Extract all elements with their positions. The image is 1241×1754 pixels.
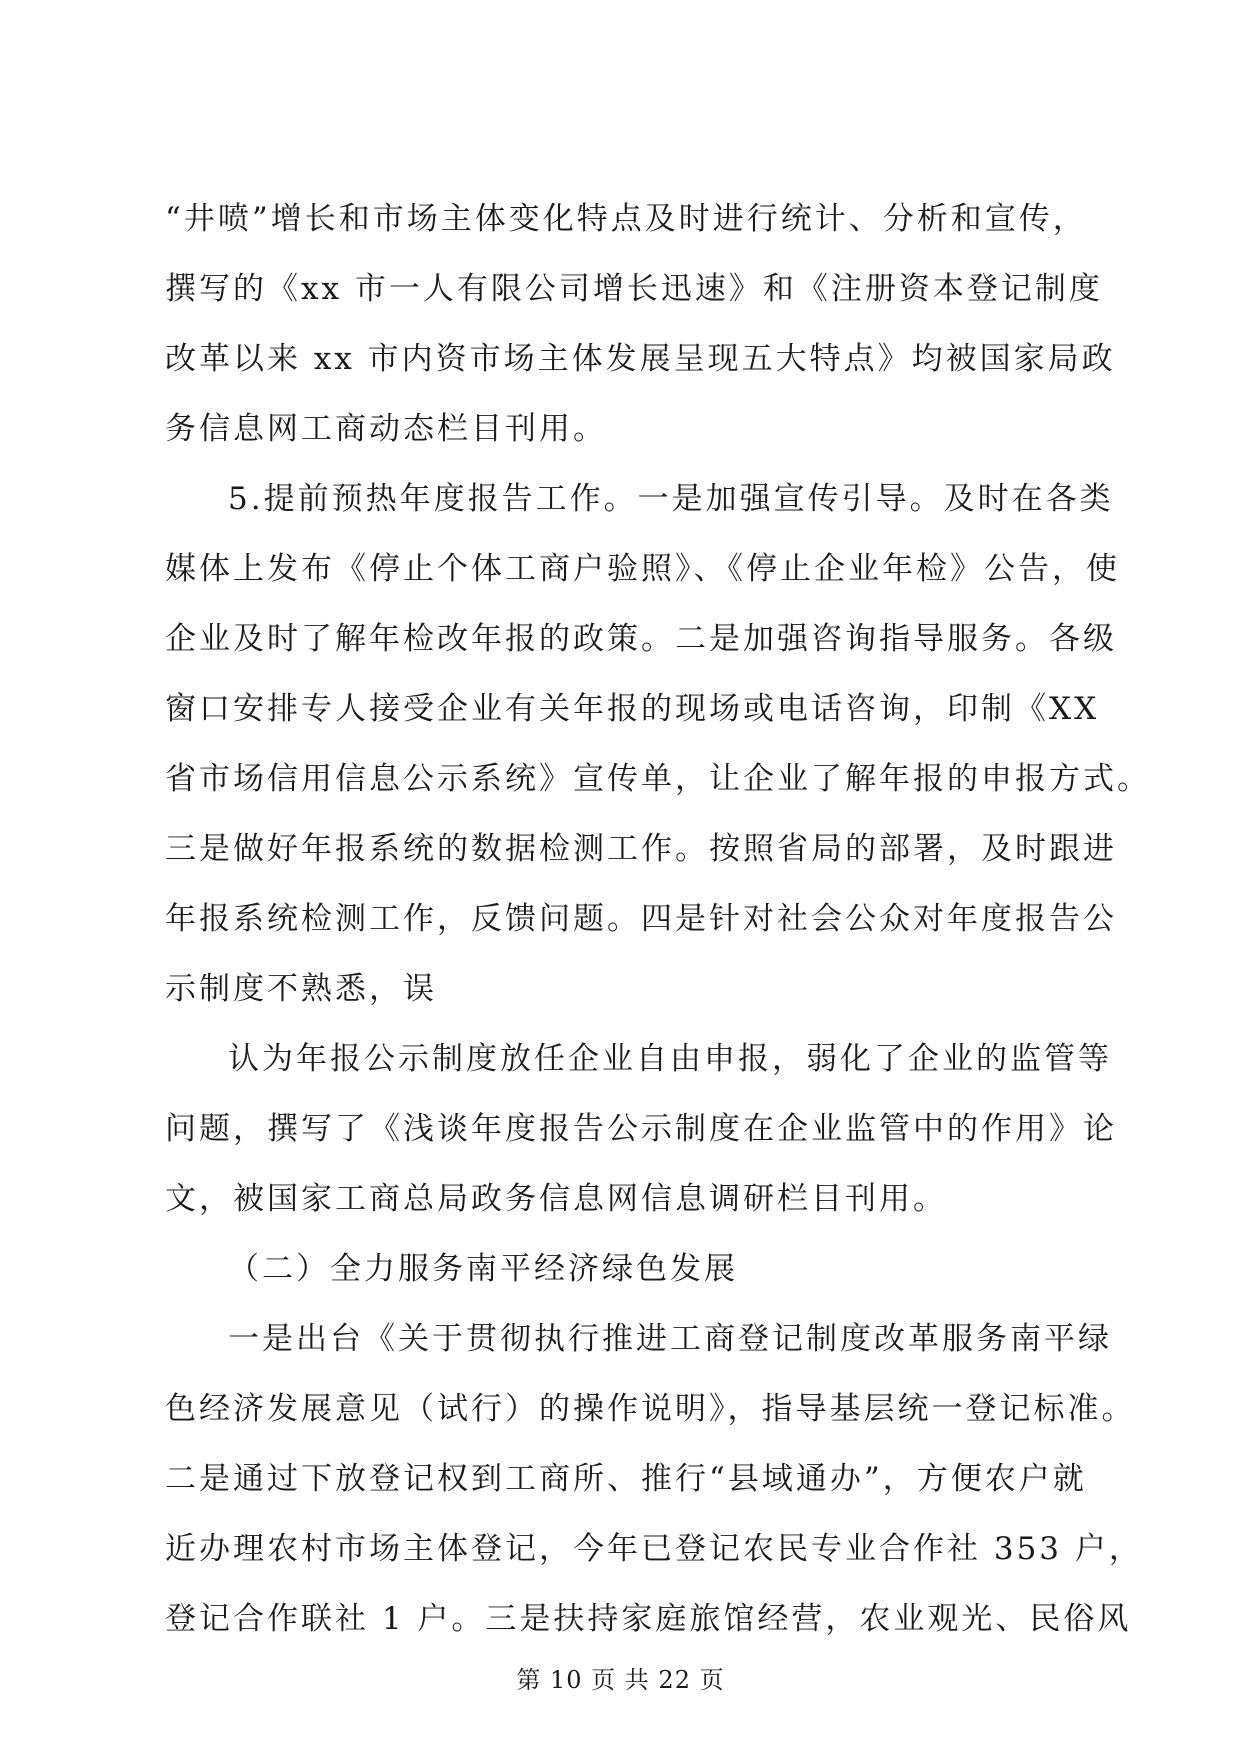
paragraph-line: 窗口安排专人接受企业有关年报的现场或电话咨询，印制《XX bbox=[165, 691, 1100, 727]
paragraph-line: 登记合作联社 1 户。三是扶持家庭旅馆经营，农业观光、民俗风 bbox=[165, 1601, 1132, 1637]
paragraph-line: 三是做好年报系统的数据检测工作。按照省局的部署，及时跟进 bbox=[165, 831, 1117, 867]
paragraph-line: 省市场信用信息公示系统》宣传单，让企业了解年报的申报方式。 bbox=[165, 761, 1151, 797]
paragraph-line: 年报系统检测工作，反馈问题。四是针对社会公众对年度报告公 bbox=[165, 901, 1117, 937]
paragraph-line: 二是通过下放登记权到工商所、推行“县域通办”，方便农户就 bbox=[165, 1461, 1087, 1497]
paragraph-line: 近办理农村市场主体登记，今年已登记农民专业合作社 353 户， bbox=[165, 1531, 1143, 1567]
paragraph-line: 企业及时了解年检改年报的政策。二是加强咨询指导服务。各级 bbox=[165, 621, 1117, 657]
paragraph-line: 撰写的《xx 市一人有限公司增长迅速》和《注册资本登记制度 bbox=[165, 271, 1103, 307]
page-footer: 第 10 页 共 22 页 bbox=[516, 1666, 725, 1694]
paragraph-line: 色经济发展意见（试行）的操作说明》，指导基层统一登记标准。 bbox=[165, 1391, 1136, 1427]
paragraph-line: 5.提前预热年度报告工作。一是加强宣传引导。及时在各类 bbox=[228, 481, 1114, 517]
paragraph-line: 改革以来 xx 市内资市场主体发展呈现五大特点》均被国家局政 bbox=[165, 341, 1116, 377]
paragraph-line: 示制度不熟悉，误 bbox=[165, 971, 437, 1007]
paragraph-line: 认为年报公示制度放任企业自由申报，弱化了企业的监管等 bbox=[228, 1041, 1112, 1077]
paragraph-line: 务信息网工商动态栏目刊用。 bbox=[165, 411, 607, 447]
paragraph-line: 一是出台《关于贯彻执行推进工商登记制度改革服务南平绿 bbox=[228, 1321, 1112, 1357]
paragraph-line: “井喷”增长和市场主体变化特点及时进行统计、分析和宣传， bbox=[165, 201, 1087, 237]
paragraph-line: 文，被国家工商总局政务信息网信息调研栏目刊用。 bbox=[165, 1181, 947, 1217]
section-heading: （二）全力服务南平经济绿色发展 bbox=[228, 1251, 738, 1287]
paragraph-line: 媒体上发布《停止个体工商户验照》、《停止企业年检》公告，使 bbox=[165, 551, 1120, 587]
paragraph-line: 问题，撰写了《浅谈年度报告公示制度在企业监管中的作用》论 bbox=[165, 1111, 1117, 1147]
